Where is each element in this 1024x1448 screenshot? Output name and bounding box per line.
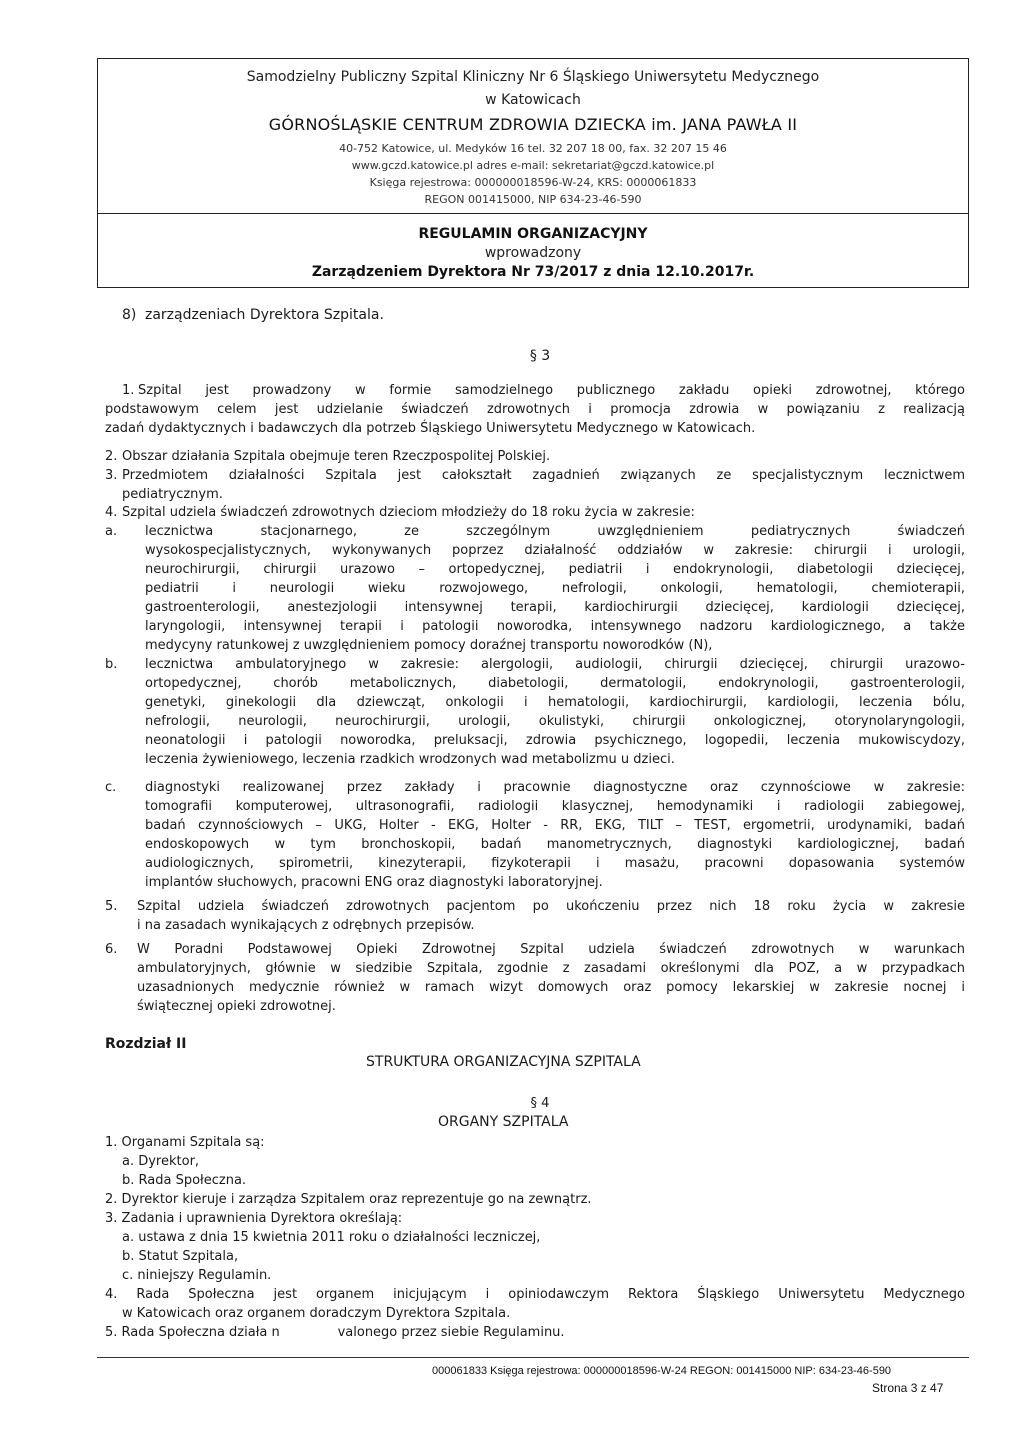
paragraph-line: świątecznej opieki zdrowotnej.: [137, 999, 336, 1014]
paragraph-line: gastroenterologii, anestezjologii intensywnej terapii, kardiochirurgii dziecięcej, kardiologii dziecięcej,: [145, 600, 965, 615]
paragraph-line: endoskopowych w tym bronchoskopii, badań manometrycznych, diagnostyki kardiologicznej, badań: [145, 837, 965, 852]
list-item: 5. Rada Społeczna działa n valonego przez siebie Regulaminu.: [105, 1325, 565, 1340]
letterhead-divider: [97, 213, 969, 214]
paragraph-line: badań czynnościowych – UKG, Holter - EKG, Holter - RR, EKG, TILT – TEST, ergometrii, urodynamiki, badań: [145, 818, 965, 833]
paragraph-line: neurochirurgii, chirurgii urazowo – ortopedycznej, pediatrii i endokrynologii, diabetologii dziecięcej,: [145, 562, 965, 577]
paragraph-line: lecznictwa stacjonarnego, ze szczególnym uwzględnieniem pediatrycznych świadczeń: [145, 524, 965, 539]
paragraph-line: audiologicznych, spirometrii, kinezyterapii, fizykoterapii i masażu, pracowni dopasowania systemów: [145, 856, 965, 871]
hospital-regon-nip: REGON 001415000, NIP 634-23-46-590: [424, 193, 642, 206]
hospital-address: 40-752 Katowice, ul. Medyków 16 tel. 32 207 18 00, fax. 32 207 15 46: [339, 142, 727, 155]
list-item: w Katowicach oraz organem doradczym Dyrektora Szpitala.: [122, 1306, 511, 1321]
hospital-title: GÓRNOŚLĄSKIE CENTRUM ZDROWIA DZIECKA im. JANA PAWŁA II: [268, 115, 798, 134]
paragraph-number: 4.: [105, 505, 118, 520]
paragraph-line: nefrologii, neurologii, neurochirurgii, urologii, okulistyki, chirurgii onkologicznej, otorynolaryngologii,: [145, 714, 965, 729]
paragraph-line: ambulatoryjnych, głównie w siedzibie Szpitala, zgodnie z zasadami określonymi dla POZ, a w przypadkach: [137, 961, 965, 976]
list-item: 1. Organami Szpitala są:: [105, 1135, 265, 1150]
paragraph-line: Obszar działania Szpitala obejmuje teren Rzeczpospolitej Polskiej.: [122, 449, 551, 464]
paragraph-line: W Poradni Podstawowej Opieki Zdrowotnej Szpital udziela świadczeń zdrowotnych w warunkach: [137, 942, 965, 957]
paragraph-line: uzasadnionych medycznie również w ramach wizyt domowych oraz pomocy lekarskiej w zakresie nocnej i: [137, 980, 965, 995]
chapter-label: Rozdział II: [105, 1036, 187, 1052]
list-letter: b.: [105, 657, 118, 672]
footer-rule: [97, 1357, 969, 1358]
list-item: c. niniejszy Regulamin.: [122, 1268, 272, 1283]
paragraph-number: 6.: [105, 942, 118, 957]
paragraph-line: neonatologii i patologii noworodka, preluksacji, zdrowia psychicznego, logopedii, leczenia mukowiscydozy,: [145, 733, 965, 748]
paragraph-number: 3.: [105, 468, 118, 483]
section-4-sign: § 4: [530, 1096, 550, 1111]
paragraph-line: lecznictwa ambulatoryjnego w zakresie: alergologii, audiologii, chirurgii dziecięcej, chirurgii urazowo-: [145, 657, 965, 672]
section-4-title: ORGANY SZPITALA: [438, 1114, 569, 1130]
paragraph-line: medycyny ratunkowej z uwzględnieniem pomocy doraźnej transportu noworodków (N),: [145, 638, 713, 653]
paragraph-line: Szpital udziela świadczeń zdrowotnych dzieciom młodzieży do 18 roku życia w zakresie:: [122, 505, 695, 520]
hospital-registry: Księga rejestrowa: 000000018596-W-24, KRS: 0000061833: [369, 176, 697, 189]
list-letter: c.: [105, 780, 117, 795]
paragraph-line: zadań dydaktycznych i badawczych dla potrzeb Śląskiego Uniwersytetu Medycznego w Katowicach.: [105, 421, 756, 436]
paragraph-line: Szpital jest prowadzony w formie samodzielnego publicznego zakładu opieki zdrowotnej, którego: [138, 383, 965, 398]
hospital-city: w Katowicach: [485, 92, 581, 108]
list-item: a. ustawa z dnia 15 kwietnia 2011 roku o działalności leczniczej,: [122, 1230, 541, 1245]
paragraph-line: leczenia żywieniowego, leczenia rzadkich wrodzonych wad metabolizmu u dzieci.: [145, 752, 675, 767]
footer-registry: 000061833 Księga rejestrowa: 000000018596-W-24 REGON: 001415000 NIP: 634-23-46-590: [432, 1365, 892, 1377]
paragraph-number: 1.: [122, 383, 135, 398]
page-number: Strona 3 z 47: [872, 1381, 944, 1395]
paragraph-line: Szpital udziela świadczeń zdrowotnych pacjentom po ukończeniu przez nich 18 roku życia w zakresie: [137, 899, 965, 914]
list-item: 4. Rada Społeczna jest organem inicjującym i opiniodawczym Rektora Śląskiego Uniwersytetu Medycznego: [105, 1287, 965, 1302]
paragraph-line: wysokospecjalistycznych, wykonywanych poprzez działalność oddziałów w zakresie: chirurgii i urologii,: [145, 543, 965, 558]
list-item: 2. Dyrektor kieruje i zarządza Szpitalem oraz reprezentuje go na zewnątrz.: [105, 1192, 592, 1207]
list-letter: a.: [105, 524, 118, 539]
list-item-text: zarządzeniach Dyrektora Szpitala.: [145, 307, 384, 323]
hospital-name: Samodzielny Publiczny Szpital Kliniczny Nr 6 Śląskiego Uniwersytetu Medycznego: [246, 69, 820, 85]
paragraph-line: pediatrycznym.: [122, 487, 223, 502]
hospital-web-email: www.gczd.katowice.pl adres e-mail: sekretariat@gczd.katowice.pl: [351, 159, 715, 172]
list-item: 3. Zadania i uprawnienia Dyrektora określają:: [105, 1211, 403, 1226]
paragraph-line: implantów słuchowych, pracowni ENG oraz diagnostyki laboratoryjnej.: [145, 875, 603, 890]
paragraph-line: podstawowym celem jest udzielanie świadczeń zdrowotnych i promocja zdrowia w powiązaniu z realizacją: [105, 402, 965, 417]
paragraph-number: 2.: [105, 449, 118, 464]
paragraph-line: i na zasadach wynikających z odrębnych przepisów.: [137, 918, 475, 933]
list-item: b. Rada Społeczna.: [122, 1173, 247, 1188]
chapter-title: STRUKTURA ORGANIZACYJNA SZPITALA: [366, 1054, 641, 1070]
paragraph-line: laryngologii, intensywnej terapii i patologii noworodka, intensywnego nadzoru kardiologicznego, a także: [145, 619, 965, 634]
list-item: b. Statut Szpitala,: [122, 1249, 239, 1264]
regulation-order: Zarządzeniem Dyrektora Nr 73/2017 z dnia 12.10.2017r.: [311, 264, 755, 280]
paragraph-line: tomografii komputerowej, ultrasonografii, radiologii klasycznej, hemodynamiki i radiologii zabiegowej,: [145, 799, 965, 814]
list-number: 8): [122, 307, 137, 323]
list-item: a. Dyrektor,: [122, 1154, 200, 1169]
paragraph-number: 5.: [105, 899, 118, 914]
paragraph-line: genetyki, ginekologii dla dziewcząt, onkologii i hematologii, kardiochirurgii, kardiologii, leczenia bólu,: [145, 695, 965, 710]
paragraph-line: ortopedycznej, chorób metabolicznych, diabetologii, dermatologii, endokrynologii, gastroenterologii,: [145, 676, 965, 691]
paragraph-line: diagnostyki realizowanej przez zakłady i pracownie diagnostyczne oraz czynnościowe w zakresie:: [145, 780, 965, 795]
regulation-title: REGULAMIN ORGANIZACYJNY: [418, 226, 648, 242]
regulation-subtitle: wprowadzony: [484, 245, 582, 261]
section-3-sign: § 3: [529, 348, 551, 364]
paragraph-line: pediatrii i neurologii wieku rozwojowego, nefrologii, onkologii, hematologii, chemioterapii,: [145, 581, 965, 596]
paragraph-line: Przedmiotem działalności Szpitala jest całokształt zagadnień związanych ze specjalistycznym lecznictwem: [122, 468, 965, 483]
